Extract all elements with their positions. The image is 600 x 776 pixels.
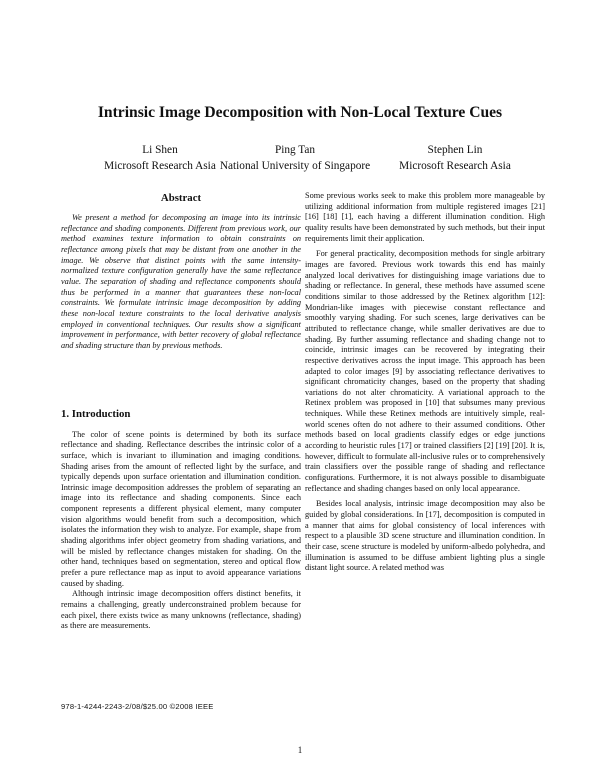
author-affiliation: Microsoft Research Asia	[399, 159, 511, 172]
author-block	[380, 143, 530, 174]
page-number: 1	[297, 745, 303, 755]
author-name: Ping Tan	[274, 144, 316, 156]
author-affiliation: Microsoft Research Asia	[104, 159, 216, 172]
paragraph: For general practicality, decomposition methods for single arbitrary images are favored. Previous work towards this end has mainly analyzed local derivatives for distinguishing image variations due to shading or reflectance. In general, these methods have assumed scene conditions similar to those addressed by the Retinex algorithm [12]: Mondrian-like images with piecewise constant reflectance and smoothly varying shading. For such scenes, large derivatives can be attributed to reflectance change, while smaller derivatives are due to shading. By further assuming reflectance and shading change not to coincide, intrinsic images can be recovered by integrating their respective derivatives across the input image. This approach has been adapted to color images [9] by associating reflectance derivatives to significant chromaticity changes, based on the property that shading variations do not alter chromaticity. A variational approach to the Retinex problem was proposed in [10] that subsumes many previous techniques. While these Retinex methods are intuitively simple, real-world scenes often do not adhere to their assumed conditions. Other methods based on local gradients classify edges or edge junctions according to heuristic rules [17] or trained classifiers [2] [19] [20]. It is, however, difficult to formulate all-inclusive rules or to comprehensively train classifiers over the possible range of shading and reflectance configurations. Furthermore, it is not always possible to disambiguate reflectance and shading changes based on only local appearance.	[305, 249, 545, 493]
introduction-heading: 1. Introduction	[61, 407, 131, 420]
abstract-heading: Abstract	[160, 192, 202, 204]
paragraph: Some previous works seek to make this problem more manageable by utilizing additional information from multiple registered images [21] [16] [18] [1], each having a different illumination condition. High quality results have been demonstrated by such methods, but their input requirements limit their application.	[305, 191, 545, 243]
author-name: Li Shen	[142, 144, 178, 156]
copyright-footer: 978-1-4244-2243-2/08/$25.00 ©2008 IEEE	[61, 702, 214, 711]
author-block	[205, 143, 385, 174]
introduction-section	[61, 408, 301, 632]
paper-title: Intrinsic Image Decomposition with Non-Local Texture Cues	[97, 104, 503, 121]
author-affiliation: National University of Singapore	[219, 159, 371, 172]
paragraph: Besides local analysis, intrinsic image decomposition may also be guided by global considerations. In [17], decomposition is computed in a manner that aims for global consistency of local inferences with respect to a plausible 3D scene structure and illumination condition. In their case, scene structure is modeled by uniform-albedo polyhedra, and illumination is assumed to be diffuse ambient lighting plus a single distant light source. A related method was	[305, 499, 545, 573]
author-name: Stephen Lin	[427, 144, 483, 156]
paragraph: The color of scene points is determined by both its surface reflectance and shading. Reflectance describes the intrinsic color of a surface, which is invariant to illumination and imaging conditions. Shading arises from the amount of reflected light by the surface, and typically depends upon surface orientation and illumination condition. Intrinsic image decomposition addresses the problem of separating an image into its reflectance and shading components. Since each component represents a different physical element, many computer vision algorithms would benefit from such a decomposition, which isolates the information they wish to analyze. For example, shape from shading algorithms infer object geometry from shading variations, and will be misled by reflectance changes mistaken for shading. On the other hand, techniques based on segmentation, stereo and optical flow prefer a pure reflectance map as input to avoid appearance variations caused by shading.	[61, 429, 301, 588]
right-column	[305, 191, 545, 574]
left-column	[61, 192, 301, 632]
abstract-section	[61, 192, 301, 352]
abstract-text: We present a method for decomposing an image into its intrinsic reflectance and shading components. Different from previous work, our method examines texture information to obtain constraints on reflectance among pixels that may be distant from one another in the image. We observe that distinct points with the same intensity-normalized texture configuration generally have the same reflectance value. The separation of shading and reflectance components should thus be performed in a manner that guarantees these non-local constraints. We formulate intrinsic image decomposition by adding these non-local texture constraints to the local derivative analysis employed in conventional techniques. Our results show a significant improvement in performance, with better recovery of global reflectance and shading structure than by previous methods.	[61, 213, 301, 350]
paragraph: Although intrinsic image decomposition offers distinct benefits, it remains a challenging, greatly underconstrained problem because for each pixel, there exists twice as many unknowns (reflectance, shading) as there are measurements.	[61, 589, 301, 631]
